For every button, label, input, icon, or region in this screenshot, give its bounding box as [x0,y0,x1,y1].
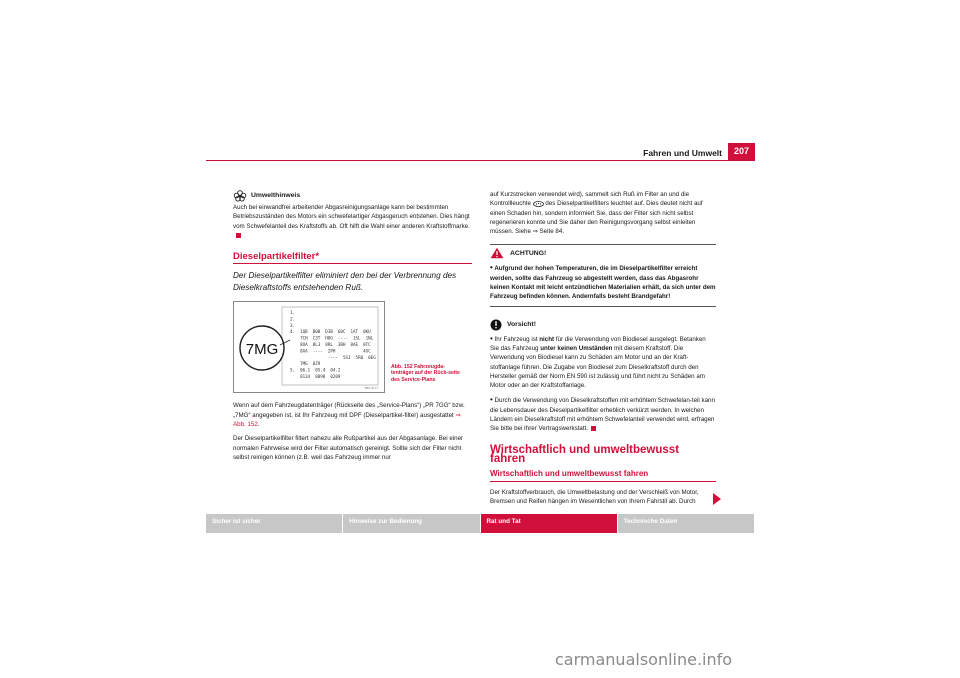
environment-note-text [233,203,472,240]
warning-title: ACHTUNG! [510,249,547,257]
header-rule [206,160,755,161]
figure-id: B5K-0177 [364,386,378,391]
dpf-p1-text: Wenn auf dem Fahrzeugdatenträger (Rückseite des „Service-Plans“) „PR 7GG“ bzw. „7MG“ angegeben ist, ist Ihr Fahrzeug mit DPF (Dieselpartikel-filter) ausgestattet [233,402,465,419]
warning-triangle-icon [490,247,504,259]
dpf-paragraph-1 [233,401,472,429]
sticker-row: ---- 5SJ 5R0 0EG [290,355,376,361]
watermark: carmanualsonline.info [555,650,733,669]
bullet: • [490,263,493,273]
caution-b1-strong-2: unter keinen Umständen [540,344,613,352]
page-header-title: Fahren und Umwelt [643,148,722,158]
footer-navigation [206,514,755,533]
end-mark [236,233,241,238]
footer-tab-sicher[interactable]: Sicher ist sicher [206,514,343,533]
right-column [490,190,716,511]
dpf-paragraph-2: Der Dieselpartikelfilter filtert nahezu alle Rußpartikel aus der Abgasanlage. Bei einer normalen Fahrweise wird der Filter automatisch gereinigt. Sollte sich der Filter nicht selbst reinigen können (z.B. weil das Fahrzeug immer nur [233,435,464,461]
caution-b1-strong-1: nicht [539,335,555,343]
section-subheading: Der Dieselpartikelfilter eliminiert den bei der Verbrennung des Dieselkraftstoffs entstehenden Ruß. [233,271,457,292]
sticker-row: 3. [290,323,296,329]
section-rule [233,263,472,264]
figure-reference-link[interactable]: ⇒ Abb. 152 [233,411,461,429]
economy-subheading: Wirtschaftlich und umweltbewusst fahren [490,469,649,479]
warning-box [490,244,716,306]
warning-body: Aufgrund der hohen Temperaturen, die im Dieselpartikelfilter erreicht werden, sollte das Fahrzeug so abgestellt werden, dass das Abgasrohr keinen Kontakt mit leicht entzündlichen Materialien erhält, da sich unter dem Fahrzeug befinden können. Andernfalls besteht Brandgefahr! [490,265,716,301]
page-number: 207 [728,143,755,160]
caution-bullet-2 [490,395,716,433]
environment-flower-icon [233,190,247,202]
sticker-row: 7MG 8Z9 [290,361,321,367]
bullet: • [490,395,493,405]
vehicle-data-sticker-figure [233,301,385,393]
vehicle-data-sticker-image [234,302,384,392]
caution-b2: Durch die Verwendung von Dieselkraftstoffen mit erhöhtem Schwefelan-teil kann die Lebensdauer des Dieselpartikelfilter erheblich verkürzt werden. In welchen Ländern ein Dieselkraftstoff mit erhöhtem Schwefelanteil verwendet wird, erfragen Sie bitte bei Ihrer Vertragswerkstatt. [490,397,715,433]
figure-code-text: 7MG [245,341,279,359]
economy-heading: Wirtschaftlich und umweltbewusst fahren [490,443,680,465]
caution-b1-b: für die Verwendung von Biodiesel ausgelegt. Betanken Sie das Fahrzeug [490,335,706,352]
figure-row [233,301,472,393]
environment-note-title: Umwelthinweis [251,192,301,200]
dpf-p3-text-a: auf Kurzstrecken verwendet wird), sammelt sich Ruß im Filter an und die Kontrollleuchte [490,191,690,208]
footer-tab-rat-und-tat[interactable]: Rat und Tat [481,514,618,533]
warning-heading [490,247,716,259]
dpf-paragraph-3 [490,190,716,236]
dpf-p3-text-b: des Dieselpartikelfilters leuchtet auf. Dies deutet nicht auf einen Schaden hin, sondern informiert Sie, dass der Filter sich nicht selbst regenerieren konnte und Sie daher den Reinigungsvorgang selbst einleiten müssen. Siehe ⇒ Seite 84. [490,200,703,236]
warning-text [490,263,716,301]
footer-tab-technische-daten[interactable]: Technische Daten [618,514,755,533]
economy-text: Der Kraftstoffverbrauch, die Umweltbelastung und der Verschleiß von Motor, Bremsen und Reifen hängen im Wesentlichen von Ihrem Fahrstil ab. Durch [490,488,699,505]
sticker-row: 2. [290,316,296,322]
dpf-warning-lamp-icon [533,201,544,207]
sticker-row: 1. [290,310,296,316]
environment-note-body: Auch bei einwandfrei arbeitender Abgasreinigungsanlage kann bei bestimmten Betriebszuständen des Motors ein schwefelartiger Abgasgeruch entstehen. Dies hängt vom Schwefelanteil des Kraftstoffs ab. Oft hilft die Wahl einer anderen Kraftstoffmarke. [233,204,470,230]
caution-b1-a: Ihr Fahrzeug ist [494,335,540,343]
bullet: • [490,333,493,343]
economy-rule [490,481,716,482]
section-heading: Dieselpartikelfilter* [233,251,320,263]
sticker-row: 5. 06.1 05.4 04.2 [290,368,341,374]
caution-title: Vorsicht! [507,321,536,329]
sticker-row: 7CH C3T H0G ---- 1SL 1NL [290,336,374,342]
caution-bullet-1 [490,334,716,391]
figure-caption: Abb. 152 Fahrzeugda-tenträger auf der Rück-seite des Service-Plans [391,363,460,383]
end-mark [591,426,596,431]
sticker-row: 8UA 8L3 8RL 3BH 0AE 0TC [290,342,371,348]
sticker-row: 0134 0098 0209 [290,374,341,380]
environment-note-heading [233,190,472,202]
caution-heading [490,319,716,331]
footer-tab-hinweise[interactable]: Hinweise zur Bedienung [343,514,480,533]
sticker-row: 8AA ---- 2PH 4GC [290,348,371,354]
caution-exclamation-icon [490,319,502,331]
sticker-row: 4. 1QB B0B D3B 60C 1AT 0KU [290,329,371,335]
left-column [233,190,472,467]
dpf-p1-end: . [257,421,260,429]
next-page-arrow-icon[interactable] [713,493,721,505]
caution-b1-c: mit diesem Kraftstoff. Die Verwendung von Biodiesel kann zu Schäden am Motor und an der Kraft-stoffanlage führen. Die Zugabe von Biodiesel zum Dieselkraftstoff durch den Hersteller gemäß der Norm EN 590 ist zulässig und führt nicht zu Schäden am Motor oder an der Kraftstoffanlage. [490,344,705,390]
